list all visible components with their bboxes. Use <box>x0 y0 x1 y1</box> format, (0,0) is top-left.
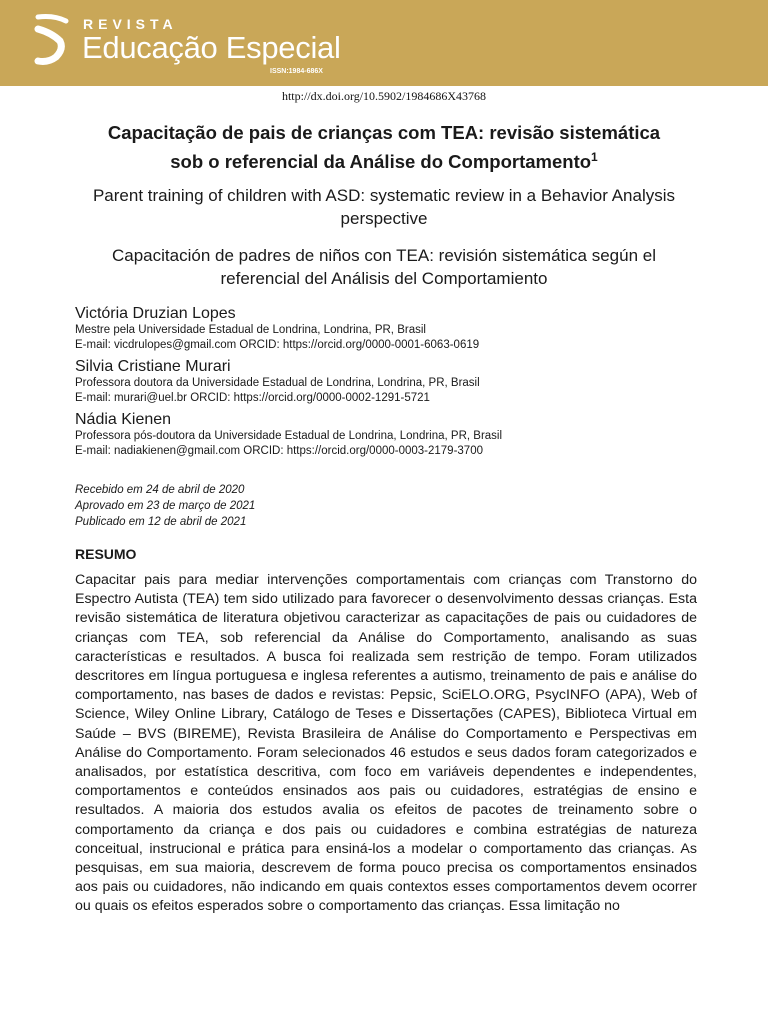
doi-link[interactable]: http://dx.doi.org/10.5902/1984686X43768 <box>281 89 487 103</box>
author-affiliation: Mestre pela Universidade Estadual de Londrina, Londrina, PR, Brasil <box>75 324 426 336</box>
title-en-line-2: perspective <box>340 209 428 228</box>
author-entry <box>75 357 715 406</box>
title-pt-line-2-text: sob o referencial da Análise do Comportamento <box>170 151 592 173</box>
journal-header-banner <box>0 0 768 86</box>
author-affiliation: Professora doutora da Universidade Estadual de Londrina, Londrina, PR, Brasil <box>75 377 480 389</box>
author-name: Nádia Kienen <box>75 411 172 428</box>
author-name: Silvia Cristiane Murari <box>75 358 231 375</box>
author-contact[interactable]: E-mail: murari@uel.br ORCID: https://orcid.org/0000-0002-1291-5721 <box>75 392 430 404</box>
journal-logo-icon <box>34 13 70 69</box>
publication-dates <box>75 482 255 530</box>
journal-name: Educação Especial <box>82 30 341 65</box>
abstract-heading: RESUMO <box>75 546 137 562</box>
date-approved: Aprovado em 23 de março de 2021 <box>75 500 256 512</box>
title-pt-line-2 <box>60 145 708 174</box>
abstract-body: Capacitar pais para mediar intervenções comportamentais com crianças com Transtorno do Espectro Autista (TEA) tem sido utilizado para favorecer o desenvolvimento dessas crianças. Esta revisão sistemática de literatura objetivou caracterizar as capacitações de pais ou cuidadores de crianças com TEA, sob referencial da Análise do Comportamento, analisando as suas características e resultados. A busca foi realizada sem restrição de tempo. Foram utilizados descritores em língua portuguesa e inglesa referentes a autismo, treinamento de pais e análise do comportamento, nas bases de dados e revistas: Pepsic, SciELO.ORG, PsycINFO (APA), Web of Science, Wiley Online Library, Catálogo de Teses e Dissertações (CAPES), Biblioteca Virtual em Saúde – BVS (BIREME), Revista Brasileira de Análise do Comportamento e Perspectivas em Análise do Comportamento. Foram selecionados 46 estudos e seus dados foram categorizados e analisados, por estatística descritiva, com foco em variáveis dependentes e independentes, comportamentos e conteúdos ensinados aos pais ou cuidadores, estratégias de ensino e resultados. A maioria dos estudos avalia os efeitos de pacotes de treinamento sobre o comportamento da criança e dos pais ou cuidadores e combina estratégias de natureza conceitual, instrucional e prática para ensiná-los a modelar o comportamento das crianças. As pesquisas, em sua maioria, descrevem de forma pouco precisa os comportamentos ensinados aos pais ou cuidadores, não indicando em quais contextos esses comportamentos devem ocorrer ou quais os efeitos esperados sobre o comportamento das crianças. Essa limitação no <box>75 572 697 915</box>
date-published: Publicado em 12 de abril de 2021 <box>75 516 247 528</box>
author-entry <box>75 410 715 459</box>
title-es-line-2: referencial del Análisis del Comportamiento <box>220 269 548 288</box>
title-en-line-1: Parent training of children with ASD: systematic review in a Behavior Analysis <box>92 186 676 205</box>
author-entry <box>75 304 715 353</box>
author-contact[interactable]: E-mail: vicdrulopes@gmail.com ORCID: https://orcid.org/0000-0001-6063-0619 <box>75 339 480 351</box>
title-english <box>60 184 708 230</box>
author-list <box>75 304 715 463</box>
title-portuguese <box>60 120 708 174</box>
journal-kicker: REVISTA <box>83 16 178 32</box>
footnote-marker[interactable]: 1 <box>591 150 598 164</box>
author-contact[interactable]: E-mail: nadiakienen@gmail.com ORCID: https://orcid.org/0000-0003-2179-3700 <box>75 445 483 457</box>
issn-label: ISSN:1984-686X <box>270 68 323 75</box>
title-spanish <box>60 244 708 290</box>
title-es-line-1: Capacitación de padres de niños con TEA: revisión sistemática según el <box>112 246 656 265</box>
title-pt-line-1: Capacitação de pais de crianças com TEA: revisão sistemática <box>107 122 661 143</box>
author-name: Victória Druzian Lopes <box>75 305 236 322</box>
author-affiliation: Professora pós-doutora da Universidade Estadual de Londrina, Londrina, PR, Brasil <box>75 430 503 442</box>
date-received: Recebido em 24 de abril de 2020 <box>75 484 245 496</box>
